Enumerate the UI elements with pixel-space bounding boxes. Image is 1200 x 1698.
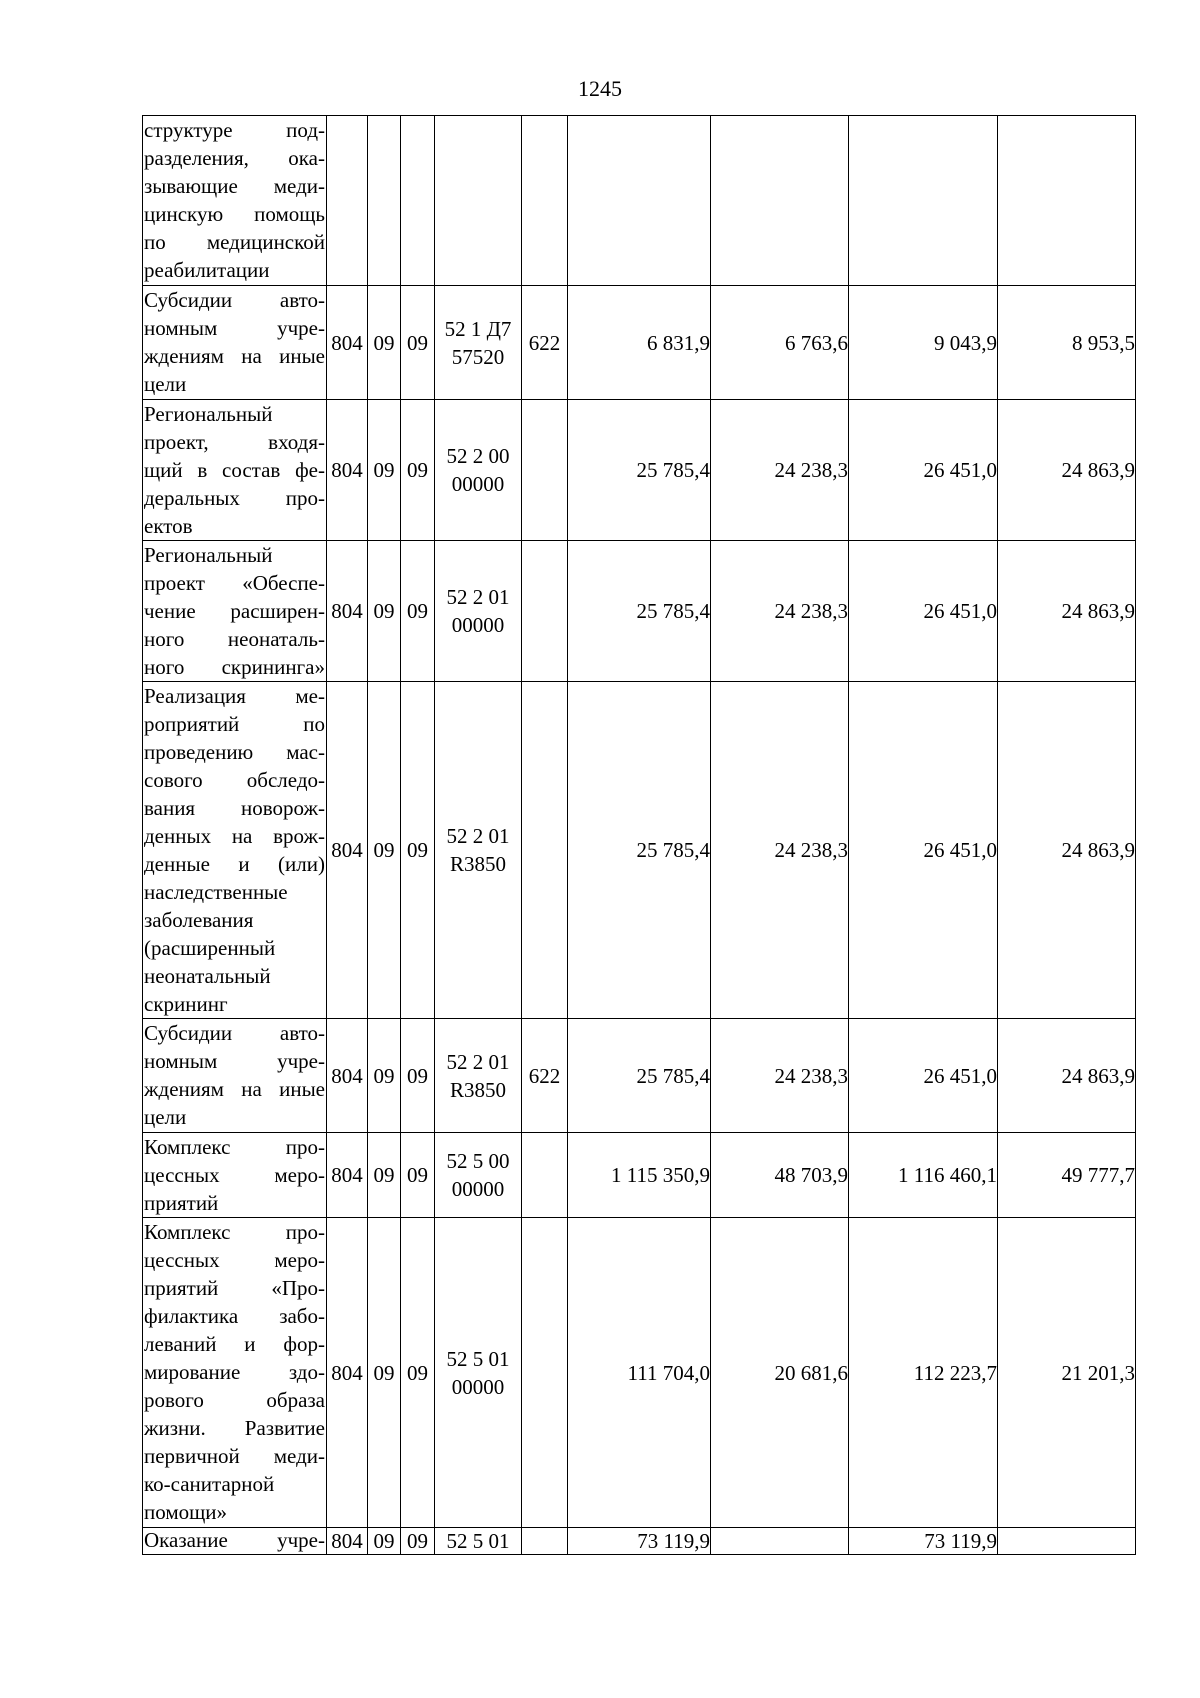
target-article-cell (435, 400, 522, 541)
table-row (143, 682, 1136, 1019)
razdel-cell: 09 (368, 541, 401, 682)
row-name-line: приятий «Про- (144, 1276, 325, 1300)
row-name-cell (143, 541, 327, 682)
podrazdel-cell: 09 (401, 541, 435, 682)
row-name-line: чение расширен- (144, 599, 325, 623)
ved-cell: 804 (327, 1019, 368, 1133)
row-name-line: вания новорож- (144, 796, 325, 820)
target-article-cell (435, 116, 522, 286)
budget-table (142, 115, 1136, 1555)
ved-cell (327, 116, 368, 286)
amount-cell-3: 26 451,0 (849, 541, 998, 682)
amount-cell-4 (998, 116, 1136, 286)
amount-cell-1: 25 785,4 (568, 1019, 711, 1133)
amount-cell-3: 9 043,9 (849, 286, 998, 400)
row-name-cell (143, 286, 327, 400)
target-article-cell (435, 1528, 522, 1555)
page-number: 1245 (578, 76, 622, 101)
amount-cell-1 (568, 116, 711, 286)
amount-cell-2: 24 238,3 (711, 541, 849, 682)
row-name-line: леваний и фор- (144, 1332, 325, 1356)
razdel-cell (368, 116, 401, 286)
podrazdel-cell: 09 (401, 1133, 435, 1218)
row-name-line: денных на врож- (144, 824, 325, 848)
target-article-cell (435, 1218, 522, 1528)
expense-type-cell (522, 682, 568, 1019)
target-article-part: 52 2 01 (446, 824, 510, 848)
amount-cell-4: 8 953,5 (998, 286, 1136, 400)
amount-cell-2: 24 238,3 (711, 682, 849, 1019)
amount-cell-4: 24 863,9 (998, 1019, 1136, 1133)
row-name-line: цели (144, 372, 187, 396)
row-name-cell (143, 116, 327, 286)
row-name-line: проект «Обеспе- (144, 571, 325, 595)
table-row (143, 286, 1136, 400)
expense-type-cell (522, 1528, 568, 1555)
target-article-part: 52 1 Д7 (444, 316, 512, 341)
expense-type-cell: 622 (522, 1019, 568, 1133)
row-name-line: зывающие меди- (144, 174, 325, 198)
amount-cell-3: 26 451,0 (849, 682, 998, 1019)
row-name-line: ждениям на иные (144, 1077, 325, 1101)
amount-cell-4: 24 863,9 (998, 541, 1136, 682)
row-name-line: жизни. Развитие (144, 1416, 325, 1440)
target-article-part: 52 5 00 (446, 1149, 510, 1173)
amount-cell-1: 6 831,9 (568, 286, 711, 400)
row-name-line: наследственные (144, 880, 288, 904)
amount-cell-3: 1 116 460,1 (849, 1133, 998, 1218)
row-name-line: ектов (144, 514, 193, 538)
target-article-part: 52 5 01 (446, 1529, 510, 1553)
amount-cell-1: 25 785,4 (568, 541, 711, 682)
table-body (143, 116, 1136, 1555)
row-name-cell (143, 400, 327, 541)
amount-cell-4: 49 777,7 (998, 1133, 1136, 1218)
table-row (143, 1528, 1136, 1555)
ved-cell: 804 (327, 1133, 368, 1218)
row-name-line: рового образа (144, 1388, 325, 1412)
razdel-cell: 09 (368, 1133, 401, 1218)
target-article-part: 52 5 01 (446, 1346, 510, 1371)
amount-cell-3: 26 451,0 (849, 400, 998, 541)
table-row (143, 400, 1136, 541)
row-name-line: цессных меро- (144, 1248, 325, 1272)
row-name-line: проект, входя- (144, 430, 325, 454)
row-name-cell (143, 1218, 327, 1528)
target-article-part: 00000 (451, 472, 505, 496)
row-name-line: Оказание учре- (144, 1528, 325, 1552)
amount-cell-1: 25 785,4 (568, 682, 711, 1019)
table-row (143, 116, 1136, 286)
razdel-cell: 09 (368, 1019, 401, 1133)
table-row (143, 1019, 1136, 1133)
table-row (143, 541, 1136, 682)
expense-type-cell (522, 400, 568, 541)
row-name-line: структуре под- (144, 118, 325, 142)
row-name-line: денные и (или) (144, 852, 325, 876)
amount-cell-3: 73 119,9 (849, 1528, 998, 1555)
row-name-line: цинскую помощь (144, 202, 325, 226)
row-name-cell (143, 1019, 327, 1133)
row-name-line: скрининг (144, 992, 228, 1016)
target-article-part: 00000 (451, 613, 505, 637)
row-name-line: Комплекс про- (144, 1135, 325, 1159)
target-article-cell (435, 682, 522, 1019)
row-name-line: проведению мас- (144, 740, 325, 764)
row-name-line: реабилитации (144, 258, 270, 282)
row-name-line: номным учре- (144, 1049, 325, 1073)
row-name-line: цессных меро- (144, 1163, 325, 1187)
row-name-line: Реализация ме- (144, 684, 325, 708)
row-name-line: ждениям на иные (144, 344, 325, 368)
amount-cell-1: 73 119,9 (568, 1528, 711, 1555)
row-name-line: Субсидии авто- (144, 1021, 325, 1045)
expense-type-cell (522, 1218, 568, 1528)
amount-cell-2 (711, 116, 849, 286)
row-name-line: по медицинской (144, 230, 325, 254)
row-name-line: разделения, ока- (144, 146, 325, 170)
table-row (143, 1133, 1136, 1218)
row-name-line: филактика забо- (144, 1304, 325, 1328)
target-article-part: 52 2 00 (446, 444, 510, 468)
row-name-line: помощи» (144, 1500, 228, 1524)
razdel-cell: 09 (368, 400, 401, 541)
amount-cell-4: 24 863,9 (998, 400, 1136, 541)
amount-cell-2: 48 703,9 (711, 1133, 849, 1218)
row-name-line: щий в состав фе- (144, 458, 325, 482)
row-name-line: неонатальный (144, 964, 271, 988)
expense-type-cell (522, 541, 568, 682)
target-article-cell (435, 541, 522, 682)
row-name-line: первичной меди- (144, 1444, 325, 1468)
target-article-part: 00000 (451, 1177, 505, 1201)
amount-cell-3: 112 223,7 (849, 1218, 998, 1528)
ved-cell: 804 (327, 682, 368, 1019)
amount-cell-4: 21 201,3 (998, 1218, 1136, 1528)
podrazdel-cell: 09 (401, 682, 435, 1019)
target-article-part: R3850 (449, 1077, 506, 1102)
target-article-part: 52 2 01 (446, 585, 510, 609)
amount-cell-2: 24 238,3 (711, 1019, 849, 1133)
row-name-line: мирование здо- (144, 1360, 325, 1384)
amount-cell-2: 20 681,6 (711, 1218, 849, 1528)
target-article-part: 52 2 01 (446, 1049, 510, 1074)
target-article-cell (435, 1133, 522, 1218)
row-name-line: деральных про- (144, 486, 325, 510)
row-name-line: заболевания (144, 908, 254, 932)
podrazdel-cell: 09 (401, 1218, 435, 1528)
table-row (143, 1218, 1136, 1528)
ved-cell: 804 (327, 1218, 368, 1528)
ved-cell: 804 (327, 541, 368, 682)
row-name-line: номным учре- (144, 316, 325, 340)
expense-type-cell (522, 1133, 568, 1218)
row-name-line: цели (144, 1105, 187, 1129)
podrazdel-cell: 09 (401, 400, 435, 541)
target-article-part: 57520 (451, 344, 505, 369)
row-name-cell (143, 1133, 327, 1218)
target-article-part: R3850 (449, 852, 506, 876)
amount-cell-4 (998, 1528, 1136, 1555)
expense-type-cell: 622 (522, 286, 568, 400)
row-name-cell (143, 682, 327, 1019)
target-article-cell (435, 286, 522, 400)
amount-cell-2 (711, 1528, 849, 1555)
row-name-line: сового обследо- (144, 768, 325, 792)
ved-cell: 804 (327, 286, 368, 400)
amount-cell-1: 111 704,0 (568, 1218, 711, 1528)
amount-cell-3: 26 451,0 (849, 1019, 998, 1133)
ved-cell: 804 (327, 1528, 368, 1555)
row-name-line: роприятий по (144, 712, 325, 736)
row-name-line: Субсидии авто- (144, 288, 325, 312)
expense-type-cell (522, 116, 568, 286)
row-name-line: приятий (144, 1191, 219, 1215)
row-name-line: ного скрининга» (144, 655, 325, 679)
razdel-cell: 09 (368, 682, 401, 1019)
amount-cell-3 (849, 116, 998, 286)
row-name-line: ного неонаталь- (144, 627, 325, 651)
row-name-line: (расширенный (144, 936, 276, 960)
row-name-line: Региональный (144, 402, 273, 426)
razdel-cell: 09 (368, 1528, 401, 1555)
amount-cell-1: 25 785,4 (568, 400, 711, 541)
amount-cell-2: 6 763,6 (711, 286, 849, 400)
row-name-line: Комплекс про- (144, 1220, 325, 1244)
amount-cell-2: 24 238,3 (711, 400, 849, 541)
ved-cell: 804 (327, 400, 368, 541)
podrazdel-cell: 09 (401, 1019, 435, 1133)
razdel-cell: 09 (368, 1218, 401, 1528)
row-name-line: Региональный (144, 543, 273, 567)
podrazdel-cell: 09 (401, 1528, 435, 1555)
row-name-cell (143, 1528, 327, 1555)
row-name-line: ко-санитарной (144, 1472, 275, 1496)
podrazdel-cell: 09 (401, 286, 435, 400)
podrazdel-cell (401, 116, 435, 286)
razdel-cell: 09 (368, 286, 401, 400)
amount-cell-1: 1 115 350,9 (568, 1133, 711, 1218)
target-article-cell (435, 1019, 522, 1133)
target-article-part: 00000 (451, 1374, 505, 1399)
amount-cell-4: 24 863,9 (998, 682, 1136, 1019)
